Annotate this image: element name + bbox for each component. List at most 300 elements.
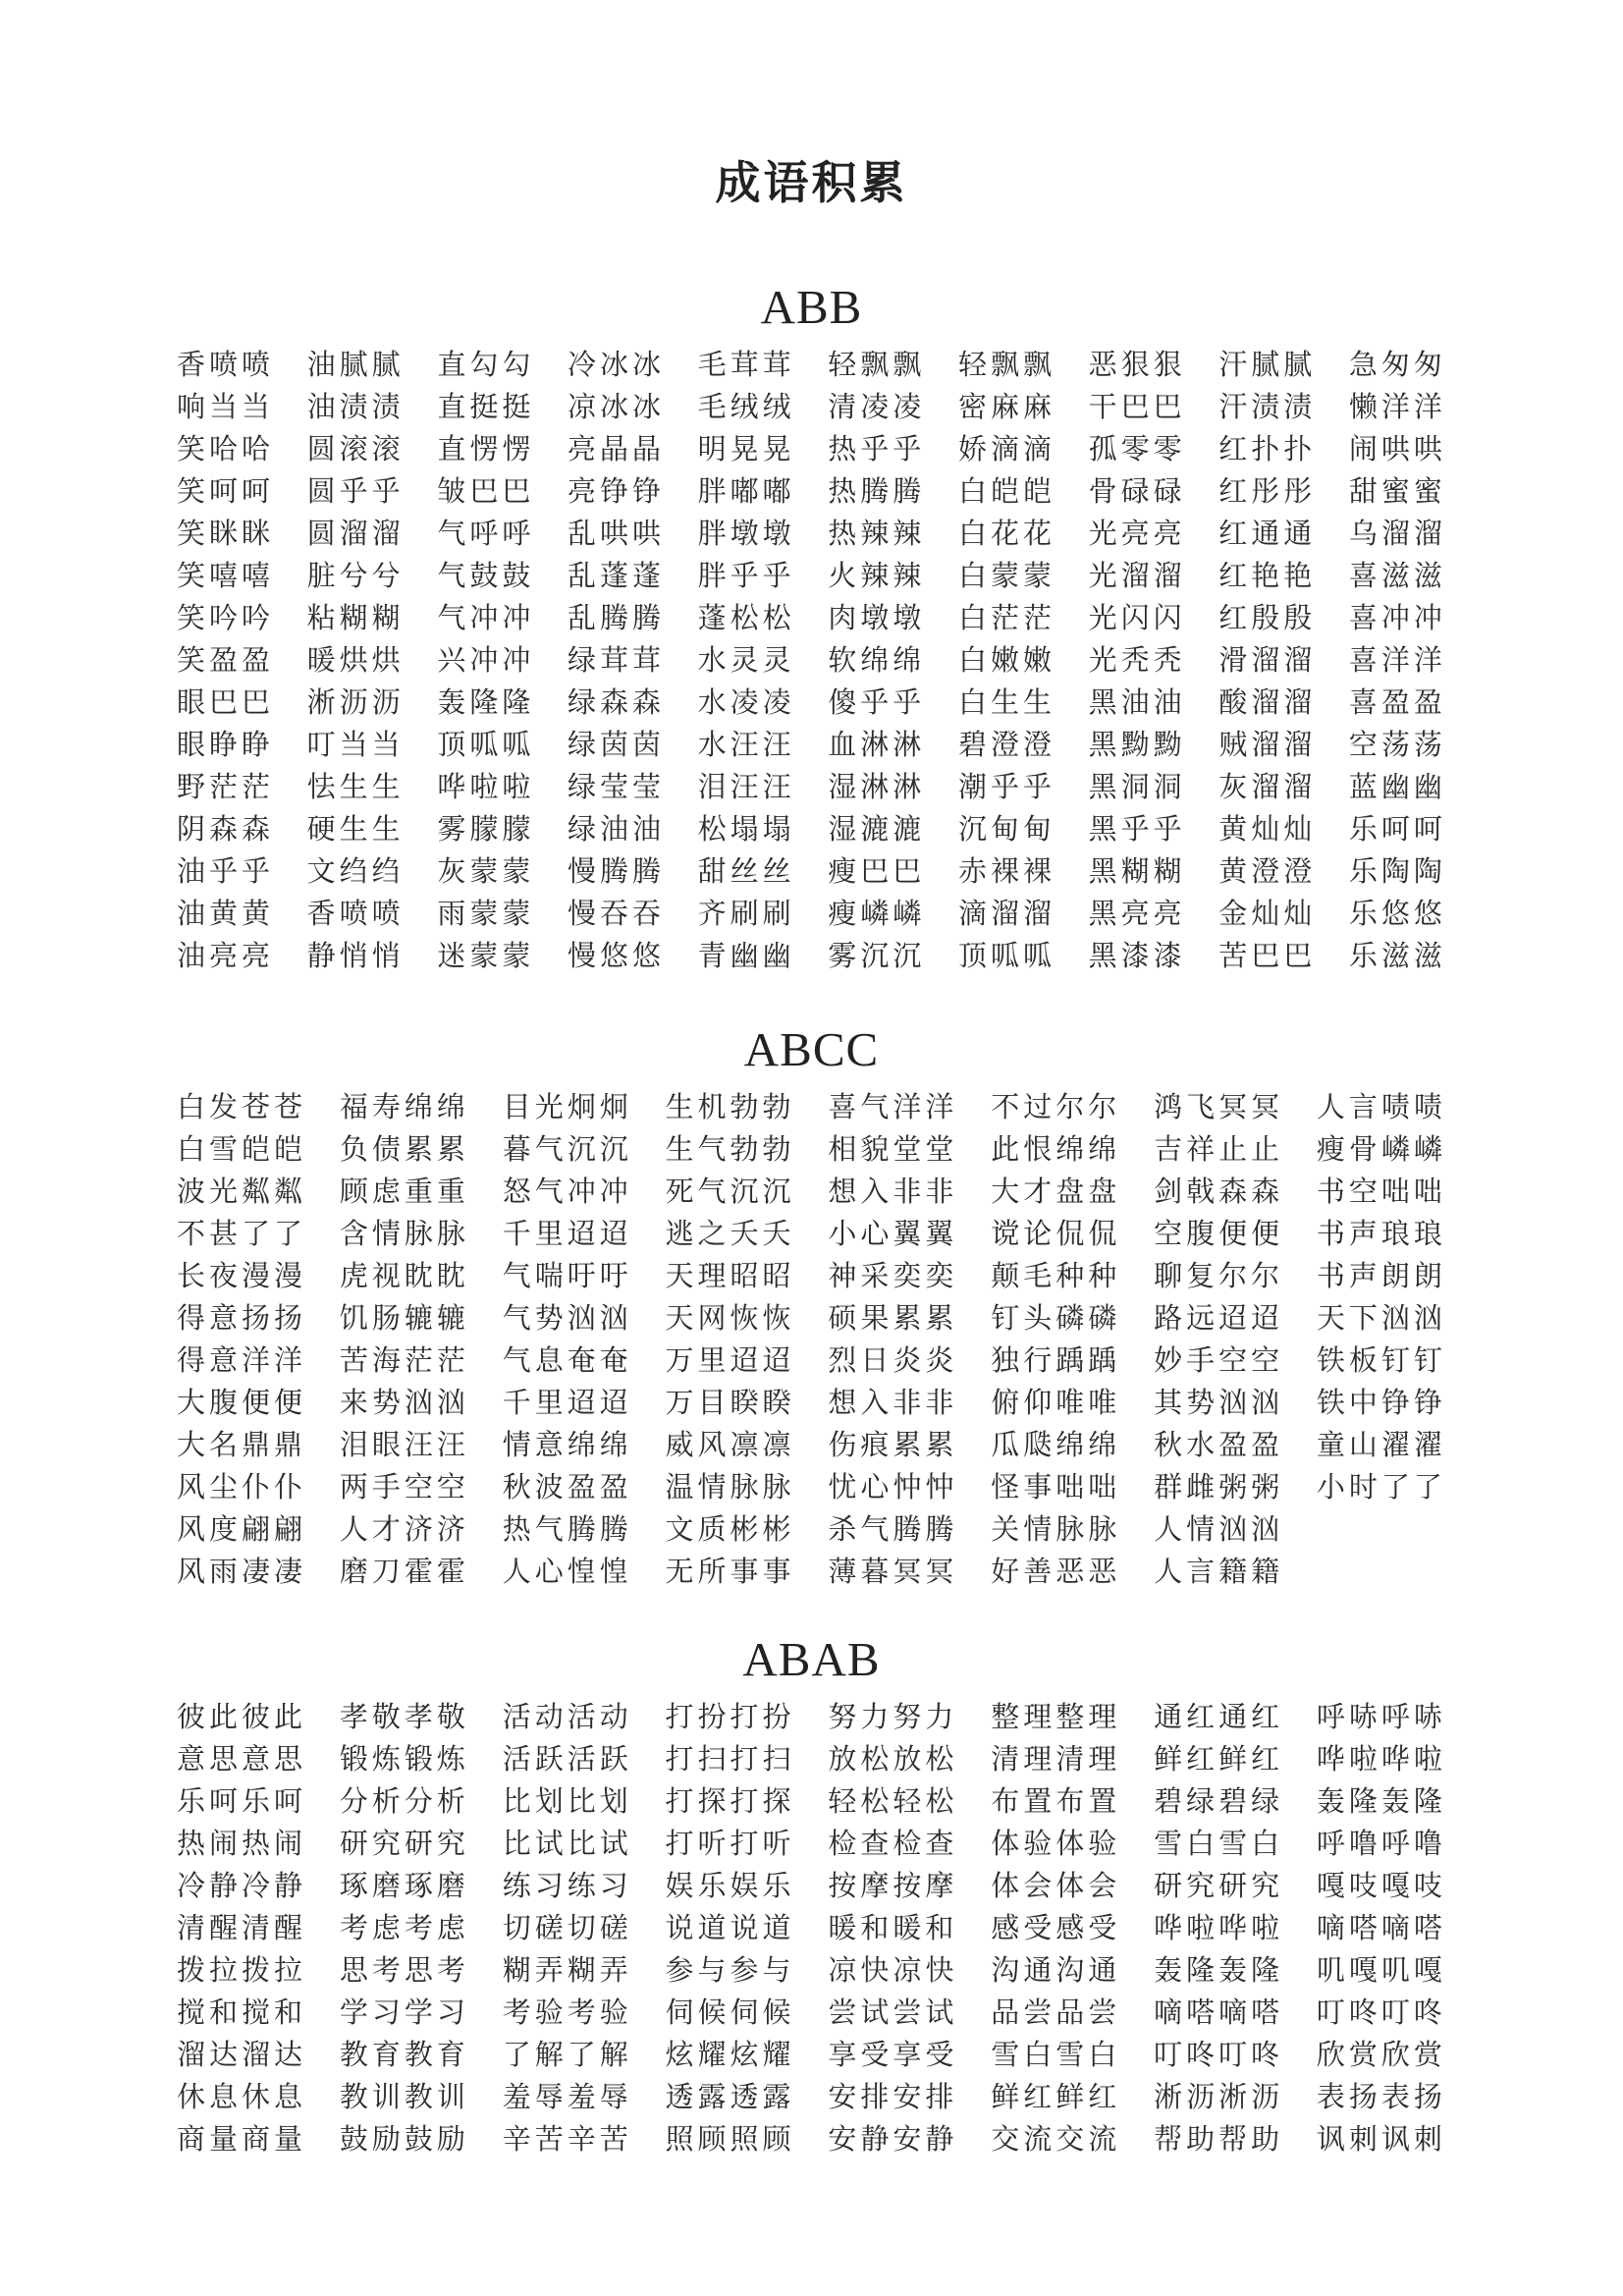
idiom-word: 黑乎乎 xyxy=(1088,814,1186,846)
idiom-word: 亮铮铮 xyxy=(567,476,665,508)
idiom-word: 硬生生 xyxy=(306,814,405,846)
idiom-column xyxy=(340,1087,469,1594)
idiom-word: 气呼呼 xyxy=(437,519,535,550)
idiom-word: 急匆匆 xyxy=(1348,350,1446,381)
idiom-word: 清理清理 xyxy=(991,1744,1121,1776)
idiom-word: 顶呱呱 xyxy=(957,941,1055,972)
idiom-word: 红扑扑 xyxy=(1218,434,1317,465)
idiom-word: 瘦骨嶙嶙 xyxy=(1316,1134,1446,1166)
idiom-word: 酸溜溜 xyxy=(1218,687,1317,719)
idiom-word: 安排安排 xyxy=(828,2082,958,2113)
idiom-word: 喜盈盈 xyxy=(1348,687,1446,719)
idiom-word: 白皑皑 xyxy=(957,476,1055,508)
idiom-word: 秋波盈盈 xyxy=(502,1472,632,1503)
idiom-word: 鼓励鼓励 xyxy=(339,2124,469,2156)
idiom-word: 呼哧呼哧 xyxy=(1316,1702,1446,1733)
idiom-word: 雾朦朦 xyxy=(437,814,535,846)
idiom-word: 活动活动 xyxy=(502,1702,632,1733)
idiom-word: 松塌塌 xyxy=(697,814,795,846)
idiom-column xyxy=(1218,345,1316,978)
idiom-column xyxy=(991,1697,1120,2161)
idiom-word: 人情汹汹 xyxy=(1154,1514,1284,1546)
idiom-word: 淅沥淅沥 xyxy=(1154,2082,1284,2113)
idiom-word: 彼此彼此 xyxy=(177,1702,307,1733)
idiom-word: 活跃活跃 xyxy=(502,1744,632,1776)
page-title: 成语积累 xyxy=(715,156,908,209)
idiom-word: 谠论侃侃 xyxy=(991,1219,1121,1250)
idiom-word: 波光粼粼 xyxy=(177,1176,307,1208)
idiom-column xyxy=(666,1697,795,2161)
section-heading-abcc: ABCC xyxy=(743,1022,880,1076)
idiom-word: 打扮打扮 xyxy=(665,1702,795,1733)
idiom-word: 喜滋滋 xyxy=(1348,561,1446,592)
idiom-column xyxy=(437,345,534,978)
idiom-word: 得意扬扬 xyxy=(177,1303,307,1335)
idiom-word: 乐呵呵 xyxy=(1348,814,1446,846)
idiom-word: 按摩按摩 xyxy=(828,1871,958,1902)
idiom-word: 凉冰冰 xyxy=(567,392,665,423)
idiom-word: 白雪皑皑 xyxy=(177,1134,307,1166)
idiom-word: 笑哈哈 xyxy=(177,434,275,465)
idiom-word: 体会体会 xyxy=(991,1871,1121,1902)
idiom-word: 乐呵乐呵 xyxy=(177,1786,307,1818)
idiom-word: 阴森森 xyxy=(177,814,275,846)
idiom-word: 笑盈盈 xyxy=(177,645,275,677)
idiom-word: 鲜红鲜红 xyxy=(1154,1744,1284,1776)
idiom-word: 铁中铮铮 xyxy=(1316,1388,1446,1419)
idiom-word: 笑嘻嘻 xyxy=(177,561,275,592)
idiom-word: 千里迢迢 xyxy=(502,1388,632,1419)
idiom-word: 白发苍苍 xyxy=(177,1092,307,1123)
idiom-word: 白生生 xyxy=(957,687,1055,719)
idiom-word: 安静安静 xyxy=(828,2124,958,2156)
idiom-grid-abcc xyxy=(177,1087,1446,1594)
idiom-word: 白蒙蒙 xyxy=(957,561,1055,592)
idiom-word: 生机勃勃 xyxy=(665,1092,795,1123)
idiom-word: 蓬松松 xyxy=(697,603,795,634)
idiom-word: 沟通沟通 xyxy=(991,1955,1121,1987)
idiom-word: 切磋切磋 xyxy=(502,1913,632,1944)
idiom-word: 表扬表扬 xyxy=(1316,2082,1446,2113)
idiom-word: 怪事咄咄 xyxy=(991,1472,1121,1503)
idiom-word: 贼溜溜 xyxy=(1218,730,1317,761)
idiom-grid-abb xyxy=(177,345,1446,978)
idiom-word: 硕果累累 xyxy=(828,1303,958,1335)
idiom-word: 想入非非 xyxy=(828,1176,958,1208)
idiom-word: 油亮亮 xyxy=(177,941,275,972)
idiom-word: 懒洋洋 xyxy=(1348,392,1446,423)
idiom-word: 羞辱羞辱 xyxy=(502,2082,632,2113)
idiom-word: 意思意思 xyxy=(177,1744,307,1776)
idiom-word: 教育教育 xyxy=(339,2040,469,2071)
idiom-word: 童山濯濯 xyxy=(1316,1430,1446,1461)
idiom-word: 湿漉漉 xyxy=(828,814,926,846)
idiom-word: 甜丝丝 xyxy=(697,856,795,888)
idiom-word: 脏兮兮 xyxy=(306,561,405,592)
idiom-word: 人心惶惶 xyxy=(502,1557,632,1588)
idiom-word: 笑吟吟 xyxy=(177,603,275,634)
idiom-column xyxy=(177,345,274,978)
idiom-word: 油乎乎 xyxy=(177,856,275,888)
idiom-word: 放松放松 xyxy=(828,1744,958,1776)
idiom-word: 嘀嗒嘀嗒 xyxy=(1154,1997,1284,2029)
idiom-word: 俯仰唯唯 xyxy=(991,1388,1121,1419)
idiom-word: 文绉绉 xyxy=(306,856,405,888)
idiom-word: 雪白雪白 xyxy=(991,2040,1121,2071)
idiom-word: 清凌凌 xyxy=(828,392,926,423)
idiom-word: 黑糊糊 xyxy=(1088,856,1186,888)
idiom-word: 轰隆隆 xyxy=(437,687,535,719)
idiom-word: 吉祥止止 xyxy=(1154,1134,1284,1166)
idiom-word: 响当当 xyxy=(177,392,275,423)
idiom-word: 喜气洋洋 xyxy=(828,1092,958,1123)
idiom-word: 嘎吱嘎吱 xyxy=(1316,1871,1446,1902)
idiom-word: 慢腾腾 xyxy=(567,856,665,888)
idiom-word: 白嫩嫩 xyxy=(957,645,1055,677)
idiom-word: 乱腾腾 xyxy=(567,603,665,634)
idiom-word: 人才济济 xyxy=(339,1514,469,1546)
idiom-column xyxy=(991,1087,1120,1594)
idiom-word: 水凌凌 xyxy=(697,687,795,719)
idiom-word: 溜达溜达 xyxy=(177,2040,307,2071)
section-heading-abab: ABAB xyxy=(742,1632,881,1686)
idiom-word: 其势汹汹 xyxy=(1154,1388,1284,1419)
idiom-word: 逃之夭夭 xyxy=(665,1219,795,1250)
idiom-word: 轻松轻松 xyxy=(828,1786,958,1818)
idiom-word: 孤零零 xyxy=(1088,434,1186,465)
idiom-word: 享受享受 xyxy=(828,2040,958,2071)
idiom-word: 品尝品尝 xyxy=(991,1997,1121,2029)
idiom-word: 此恨绵绵 xyxy=(991,1134,1121,1166)
idiom-word: 慢吞吞 xyxy=(567,899,665,930)
idiom-word: 伺候伺候 xyxy=(665,1997,795,2029)
idiom-word: 气喘吁吁 xyxy=(502,1261,632,1292)
idiom-word: 福寿绵绵 xyxy=(339,1092,469,1123)
idiom-word: 照顾照顾 xyxy=(665,2124,795,2156)
idiom-word: 淅沥沥 xyxy=(306,687,405,719)
idiom-word: 兴冲冲 xyxy=(437,645,535,677)
idiom-word: 苦海茫茫 xyxy=(339,1345,469,1377)
idiom-word: 油腻腻 xyxy=(306,350,405,381)
idiom-word: 杀气腾腾 xyxy=(828,1514,958,1546)
idiom-word: 讽刺讽刺 xyxy=(1316,2124,1446,2156)
idiom-word: 黑油油 xyxy=(1088,687,1186,719)
idiom-word: 毛绒绒 xyxy=(697,392,795,423)
idiom-word: 教训教训 xyxy=(339,2082,469,2113)
idiom-grid-abab xyxy=(177,1697,1446,2161)
idiom-word: 尝试尝试 xyxy=(828,1997,958,2029)
idiom-column xyxy=(503,1697,632,2161)
idiom-word: 聊复尔尔 xyxy=(1154,1261,1284,1292)
idiom-word: 天下汹汹 xyxy=(1316,1303,1446,1335)
idiom-word: 剑戟森森 xyxy=(1154,1176,1284,1208)
idiom-word: 努力努力 xyxy=(828,1702,958,1733)
idiom-word: 哗啦哗啦 xyxy=(1154,1913,1284,1944)
idiom-word: 雪白雪白 xyxy=(1154,1829,1284,1860)
idiom-word: 油渍渍 xyxy=(306,392,405,423)
idiom-word: 比试比试 xyxy=(502,1829,632,1860)
idiom-word: 思考思考 xyxy=(339,1955,469,1987)
idiom-word: 轻飘飘 xyxy=(957,350,1055,381)
idiom-word: 负债累累 xyxy=(339,1134,469,1166)
idiom-word: 气冲冲 xyxy=(437,603,535,634)
idiom-word: 打扫打扫 xyxy=(665,1744,795,1776)
idiom-word: 说道说道 xyxy=(665,1913,795,1944)
idiom-word: 青幽幽 xyxy=(697,941,795,972)
idiom-word: 孝敬孝敬 xyxy=(339,1702,469,1733)
idiom-column xyxy=(568,345,665,978)
idiom-word: 乱蓬蓬 xyxy=(567,561,665,592)
idiom-word: 胖墩墩 xyxy=(697,519,795,550)
idiom-word: 叽嘎叽嘎 xyxy=(1316,1955,1446,1987)
idiom-word: 辛苦辛苦 xyxy=(502,2124,632,2156)
idiom-word: 小时了了 xyxy=(1316,1472,1446,1503)
idiom-word: 叮咚叮咚 xyxy=(1154,2040,1284,2071)
idiom-word: 空荡荡 xyxy=(1348,730,1446,761)
idiom-word: 迷蒙蒙 xyxy=(437,941,535,972)
idiom-word: 亮晶晶 xyxy=(567,434,665,465)
idiom-word: 千里迢迢 xyxy=(502,1219,632,1250)
idiom-word: 香喷喷 xyxy=(306,899,405,930)
idiom-word: 冷静冷静 xyxy=(177,1871,307,1902)
idiom-word: 死气沉沉 xyxy=(665,1176,795,1208)
idiom-word: 黄灿灿 xyxy=(1218,814,1317,846)
idiom-word: 无所事事 xyxy=(665,1557,795,1588)
idiom-word: 苦巴巴 xyxy=(1218,941,1317,972)
idiom-word: 体验体验 xyxy=(991,1829,1121,1860)
idiom-word: 黄澄澄 xyxy=(1218,856,1317,888)
idiom-word: 圆滚滚 xyxy=(306,434,405,465)
idiom-word: 万里迢迢 xyxy=(665,1345,795,1377)
idiom-word: 热辣辣 xyxy=(828,519,926,550)
idiom-word: 红殷殷 xyxy=(1218,603,1317,634)
idiom-word: 密麻麻 xyxy=(957,392,1055,423)
idiom-word: 黑黝黝 xyxy=(1088,730,1186,761)
idiom-word: 情意绵绵 xyxy=(502,1430,632,1461)
idiom-word: 笑呵呵 xyxy=(177,476,275,508)
idiom-word: 暖烘烘 xyxy=(306,645,405,677)
idiom-column xyxy=(828,1087,957,1594)
idiom-word: 绿油油 xyxy=(567,814,665,846)
idiom-word: 交流交流 xyxy=(991,2124,1121,2156)
idiom-word: 拨拉拨拉 xyxy=(177,1955,307,1987)
idiom-word: 感受感受 xyxy=(991,1913,1121,1944)
idiom-word: 秋水盈盈 xyxy=(1154,1430,1284,1461)
idiom-word: 黑亮亮 xyxy=(1088,899,1186,930)
idiom-word: 薄暮冥冥 xyxy=(828,1557,958,1588)
idiom-word: 神采奕奕 xyxy=(828,1261,958,1292)
idiom-word: 泪汪汪 xyxy=(697,772,795,803)
idiom-word: 红通通 xyxy=(1218,519,1317,550)
idiom-word: 绿森森 xyxy=(567,687,665,719)
idiom-word: 泪眼汪汪 xyxy=(339,1430,469,1461)
idiom-column xyxy=(698,345,795,978)
idiom-word: 含情脉脉 xyxy=(339,1219,469,1250)
idiom-word: 风度翩翩 xyxy=(177,1514,307,1546)
idiom-word: 绿莹莹 xyxy=(567,772,665,803)
idiom-word: 轰隆轰隆 xyxy=(1154,1955,1284,1987)
idiom-word: 赤裸裸 xyxy=(957,856,1055,888)
idiom-word: 风尘仆仆 xyxy=(177,1472,307,1503)
idiom-word: 光溜溜 xyxy=(1088,561,1186,592)
idiom-word: 锻炼锻炼 xyxy=(339,1744,469,1776)
idiom-column xyxy=(1154,1697,1283,2161)
idiom-word: 通红通红 xyxy=(1154,1702,1284,1733)
idiom-word: 毛茸茸 xyxy=(697,350,795,381)
idiom-word: 碧澄澄 xyxy=(957,730,1055,761)
idiom-word: 伤痕累累 xyxy=(828,1430,958,1461)
idiom-word: 不过尔尔 xyxy=(991,1092,1121,1123)
idiom-word: 清醒清醒 xyxy=(177,1913,307,1944)
idiom-word: 滴溜溜 xyxy=(957,899,1055,930)
idiom-word: 搅和搅和 xyxy=(177,1997,307,2029)
idiom-column xyxy=(828,345,925,978)
idiom-word: 圆乎乎 xyxy=(306,476,405,508)
idiom-word: 齐刷刷 xyxy=(697,899,795,930)
idiom-word: 凉快凉快 xyxy=(828,1955,958,1987)
idiom-word: 钉头磷磷 xyxy=(991,1303,1121,1335)
idiom-word: 整理整理 xyxy=(991,1702,1121,1733)
idiom-word: 甜蜜蜜 xyxy=(1348,476,1446,508)
idiom-word: 目光炯炯 xyxy=(502,1092,632,1123)
idiom-word: 不甚了了 xyxy=(177,1219,307,1250)
idiom-word: 顶呱呱 xyxy=(437,730,535,761)
idiom-word: 学习学习 xyxy=(339,1997,469,2029)
idiom-word: 热气腾腾 xyxy=(502,1514,632,1546)
idiom-word: 直挺挺 xyxy=(437,392,535,423)
idiom-word: 热乎乎 xyxy=(828,434,926,465)
idiom-word: 叮咚叮咚 xyxy=(1316,1997,1446,2029)
idiom-word: 金灿灿 xyxy=(1218,899,1317,930)
idiom-word: 白花花 xyxy=(957,519,1055,550)
idiom-word: 笑眯眯 xyxy=(177,519,275,550)
idiom-word: 相貌堂堂 xyxy=(828,1134,958,1166)
idiom-word: 乐滋滋 xyxy=(1348,941,1446,972)
idiom-word: 瘦嶙嶙 xyxy=(828,899,926,930)
idiom-word: 颠毛种种 xyxy=(991,1261,1121,1292)
idiom-word: 怯生生 xyxy=(306,772,405,803)
idiom-word: 冷冰冰 xyxy=(567,350,665,381)
idiom-word: 火辣辣 xyxy=(828,561,926,592)
idiom-word: 独行踽踽 xyxy=(991,1345,1121,1377)
idiom-word: 野茫茫 xyxy=(177,772,275,803)
idiom-word: 蓝幽幽 xyxy=(1348,772,1446,803)
idiom-word: 温情脉脉 xyxy=(665,1472,795,1503)
idiom-word: 皱巴巴 xyxy=(437,476,535,508)
idiom-word: 炫耀炫耀 xyxy=(665,2040,795,2071)
idiom-word: 水灵灵 xyxy=(697,645,795,677)
idiom-word: 红彤彤 xyxy=(1218,476,1317,508)
idiom-word: 烈日炎炎 xyxy=(828,1345,958,1377)
idiom-word: 嘀嗒嘀嗒 xyxy=(1316,1913,1446,1944)
idiom-word: 威风凛凛 xyxy=(665,1430,795,1461)
idiom-word: 磨刀霍霍 xyxy=(339,1557,469,1588)
idiom-column xyxy=(666,1087,795,1594)
idiom-column xyxy=(1349,345,1446,978)
idiom-word: 哗啦啦 xyxy=(437,772,535,803)
idiom-word: 娇滴滴 xyxy=(957,434,1055,465)
idiom-word: 轻飘飘 xyxy=(828,350,926,381)
idiom-word: 顾虑重重 xyxy=(339,1176,469,1208)
idiom-word: 忧心忡忡 xyxy=(828,1472,958,1503)
idiom-word: 乐陶陶 xyxy=(1348,856,1446,888)
idiom-word: 书声朗朗 xyxy=(1316,1261,1446,1292)
idiom-word: 空腹便便 xyxy=(1154,1219,1284,1250)
idiom-word: 闹哄哄 xyxy=(1348,434,1446,465)
idiom-word: 娱乐娱乐 xyxy=(665,1871,795,1902)
idiom-word: 哗啦哗啦 xyxy=(1316,1744,1446,1776)
idiom-word: 叮当当 xyxy=(306,730,405,761)
idiom-word: 湿淋淋 xyxy=(828,772,926,803)
idiom-word: 直愣愣 xyxy=(437,434,535,465)
idiom-word: 眼巴巴 xyxy=(177,687,275,719)
idiom-word: 人言啧啧 xyxy=(1316,1092,1446,1123)
idiom-word: 潮乎乎 xyxy=(957,772,1055,803)
idiom-word: 胖嘟嘟 xyxy=(697,476,795,508)
idiom-word: 考验考验 xyxy=(502,1997,632,2029)
idiom-word: 生气勃勃 xyxy=(665,1134,795,1166)
idiom-word: 骨碌碌 xyxy=(1088,476,1186,508)
idiom-word: 天网恢恢 xyxy=(665,1303,795,1335)
idiom-word: 乐悠悠 xyxy=(1348,899,1446,930)
idiom-word: 血淋淋 xyxy=(828,730,926,761)
idiom-word: 研究研究 xyxy=(1154,1871,1284,1902)
idiom-word: 欣赏欣赏 xyxy=(1316,2040,1446,2071)
idiom-word: 大名鼎鼎 xyxy=(177,1430,307,1461)
idiom-word: 关情脉脉 xyxy=(991,1514,1121,1546)
idiom-word: 干巴巴 xyxy=(1088,392,1186,423)
idiom-word: 饥肠辘辘 xyxy=(339,1303,469,1335)
idiom-word: 绿茸茸 xyxy=(567,645,665,677)
idiom-column xyxy=(828,1697,957,2161)
idiom-word: 比划比划 xyxy=(502,1786,632,1818)
idiom-word: 布置布置 xyxy=(991,1786,1121,1818)
idiom-word: 轰隆轰隆 xyxy=(1316,1786,1446,1818)
idiom-word: 粘糊糊 xyxy=(306,603,405,634)
idiom-column xyxy=(307,345,405,978)
idiom-word: 群雌粥粥 xyxy=(1154,1472,1284,1503)
idiom-word: 慢悠悠 xyxy=(567,941,665,972)
idiom-word: 休息休息 xyxy=(177,2082,307,2113)
idiom-word: 怒气冲冲 xyxy=(502,1176,632,1208)
idiom-word: 暮气沉沉 xyxy=(502,1134,632,1166)
idiom-word: 小心翼翼 xyxy=(828,1219,958,1250)
idiom-word: 想入非非 xyxy=(828,1388,958,1419)
idiom-word: 铁板钉钉 xyxy=(1316,1345,1446,1377)
idiom-word: 红艳艳 xyxy=(1218,561,1317,592)
idiom-word: 碧绿碧绿 xyxy=(1154,1786,1284,1818)
idiom-word: 打听打听 xyxy=(665,1829,795,1860)
idiom-word: 考虑考虑 xyxy=(339,1913,469,1944)
idiom-column xyxy=(177,1697,306,2161)
idiom-word: 香喷喷 xyxy=(177,350,275,381)
idiom-word: 明晃晃 xyxy=(697,434,795,465)
idiom-word: 气息奄奄 xyxy=(502,1345,632,1377)
idiom-word: 肉墩墩 xyxy=(828,603,926,634)
idiom-word: 圆溜溜 xyxy=(306,519,405,550)
idiom-word: 乱哄哄 xyxy=(567,519,665,550)
idiom-word: 灰溜溜 xyxy=(1218,772,1317,803)
idiom-word: 检查检查 xyxy=(828,1829,958,1860)
idiom-word: 雨蒙蒙 xyxy=(437,899,535,930)
idiom-word: 滑溜溜 xyxy=(1218,645,1317,677)
idiom-column xyxy=(503,1087,632,1594)
idiom-word: 白茫茫 xyxy=(957,603,1055,634)
idiom-word: 汗渍渍 xyxy=(1218,392,1317,423)
idiom-word: 两手空空 xyxy=(339,1472,469,1503)
idiom-word: 直勾勾 xyxy=(437,350,535,381)
idiom-word: 沉甸甸 xyxy=(957,814,1055,846)
